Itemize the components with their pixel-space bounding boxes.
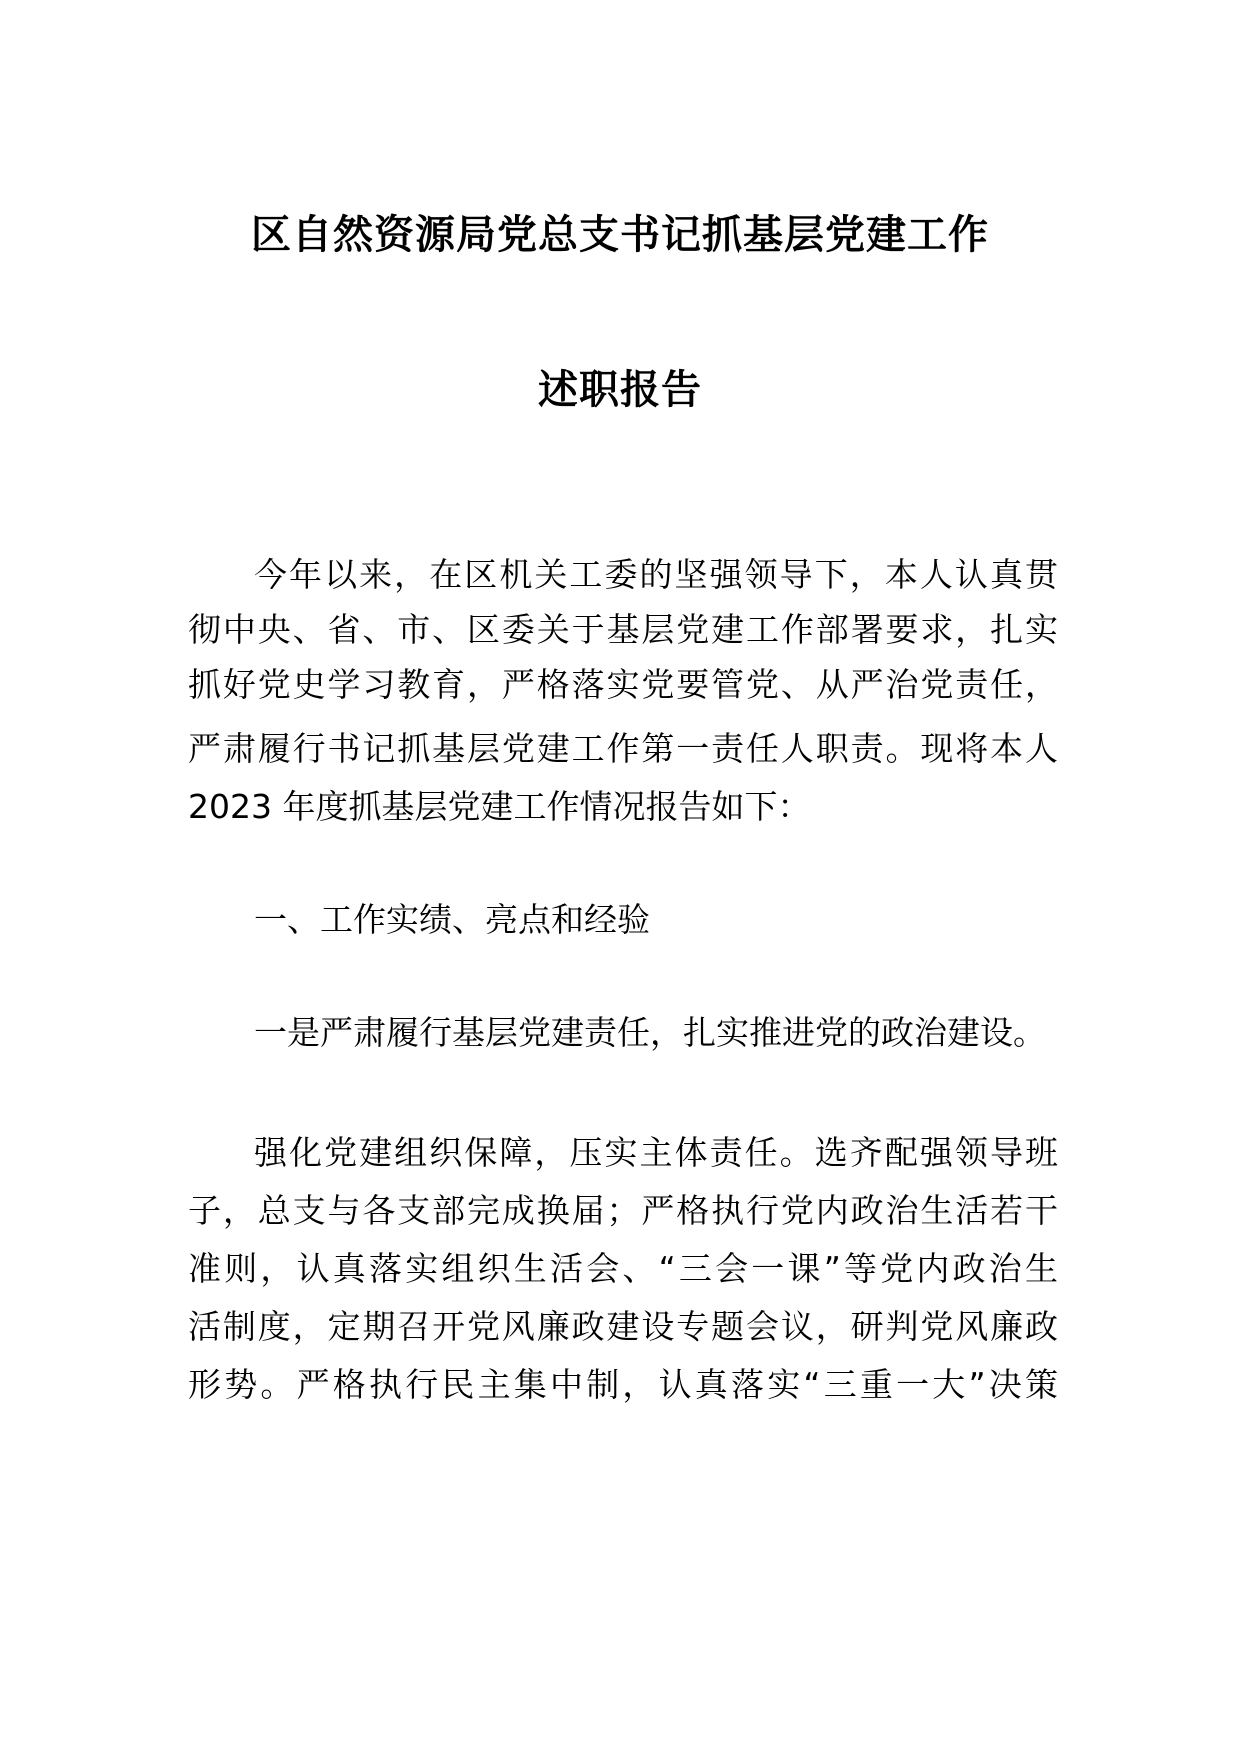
paragraph-1-line-5: 2023 年度抓基层党建工作情况报告如下： xyxy=(188,787,811,826)
document-title-line-1: 区自然资源局党总支书记抓基层党建工作 xyxy=(251,212,989,258)
paragraph-4-line-2: 子，总支与各支部完成换届；严格执行党内政治生活若干 xyxy=(188,1191,1058,1230)
paragraph-4-line-1: 强化党建组织保障，压实主体责任。选齐配强领导班 xyxy=(254,1133,1058,1172)
section-heading-1: 一、工作实绩、亮点和经验 xyxy=(254,900,650,939)
paragraph-1-line-1: 今年以来，在区机关工委的坚强领导下，本人认真贯 xyxy=(254,555,1058,594)
subsection-heading-1: 一是严肃履行基层党建责任，扎实推进党的政治建设。 xyxy=(254,1013,1046,1052)
paragraph-1-line-3: 抓好党史学习教育，严格落实党要管党、从严治党责任， xyxy=(188,665,1058,704)
paragraph-4-line-4: 活制度，定期召开党风廉政建设专题会议，研判党风廉政 xyxy=(188,1307,1058,1346)
paragraph-4-line-3: 准则，认真落实组织生活会、“三会一课”等党内政治生 xyxy=(188,1249,1058,1288)
paragraph-1-line-4: 严肃履行书记抓基层党建工作第一责任人职责。现将本人 xyxy=(188,729,1058,768)
paragraph-4-line-5: 形势。严格执行民主集中制，认真落实“三重一大”决策 xyxy=(188,1365,1058,1404)
document-title-line-2: 述职报告 xyxy=(538,367,702,413)
paragraph-1-line-2: 彻中央、省、市、区委关于基层党建工作部署要求，扎实 xyxy=(188,610,1058,649)
